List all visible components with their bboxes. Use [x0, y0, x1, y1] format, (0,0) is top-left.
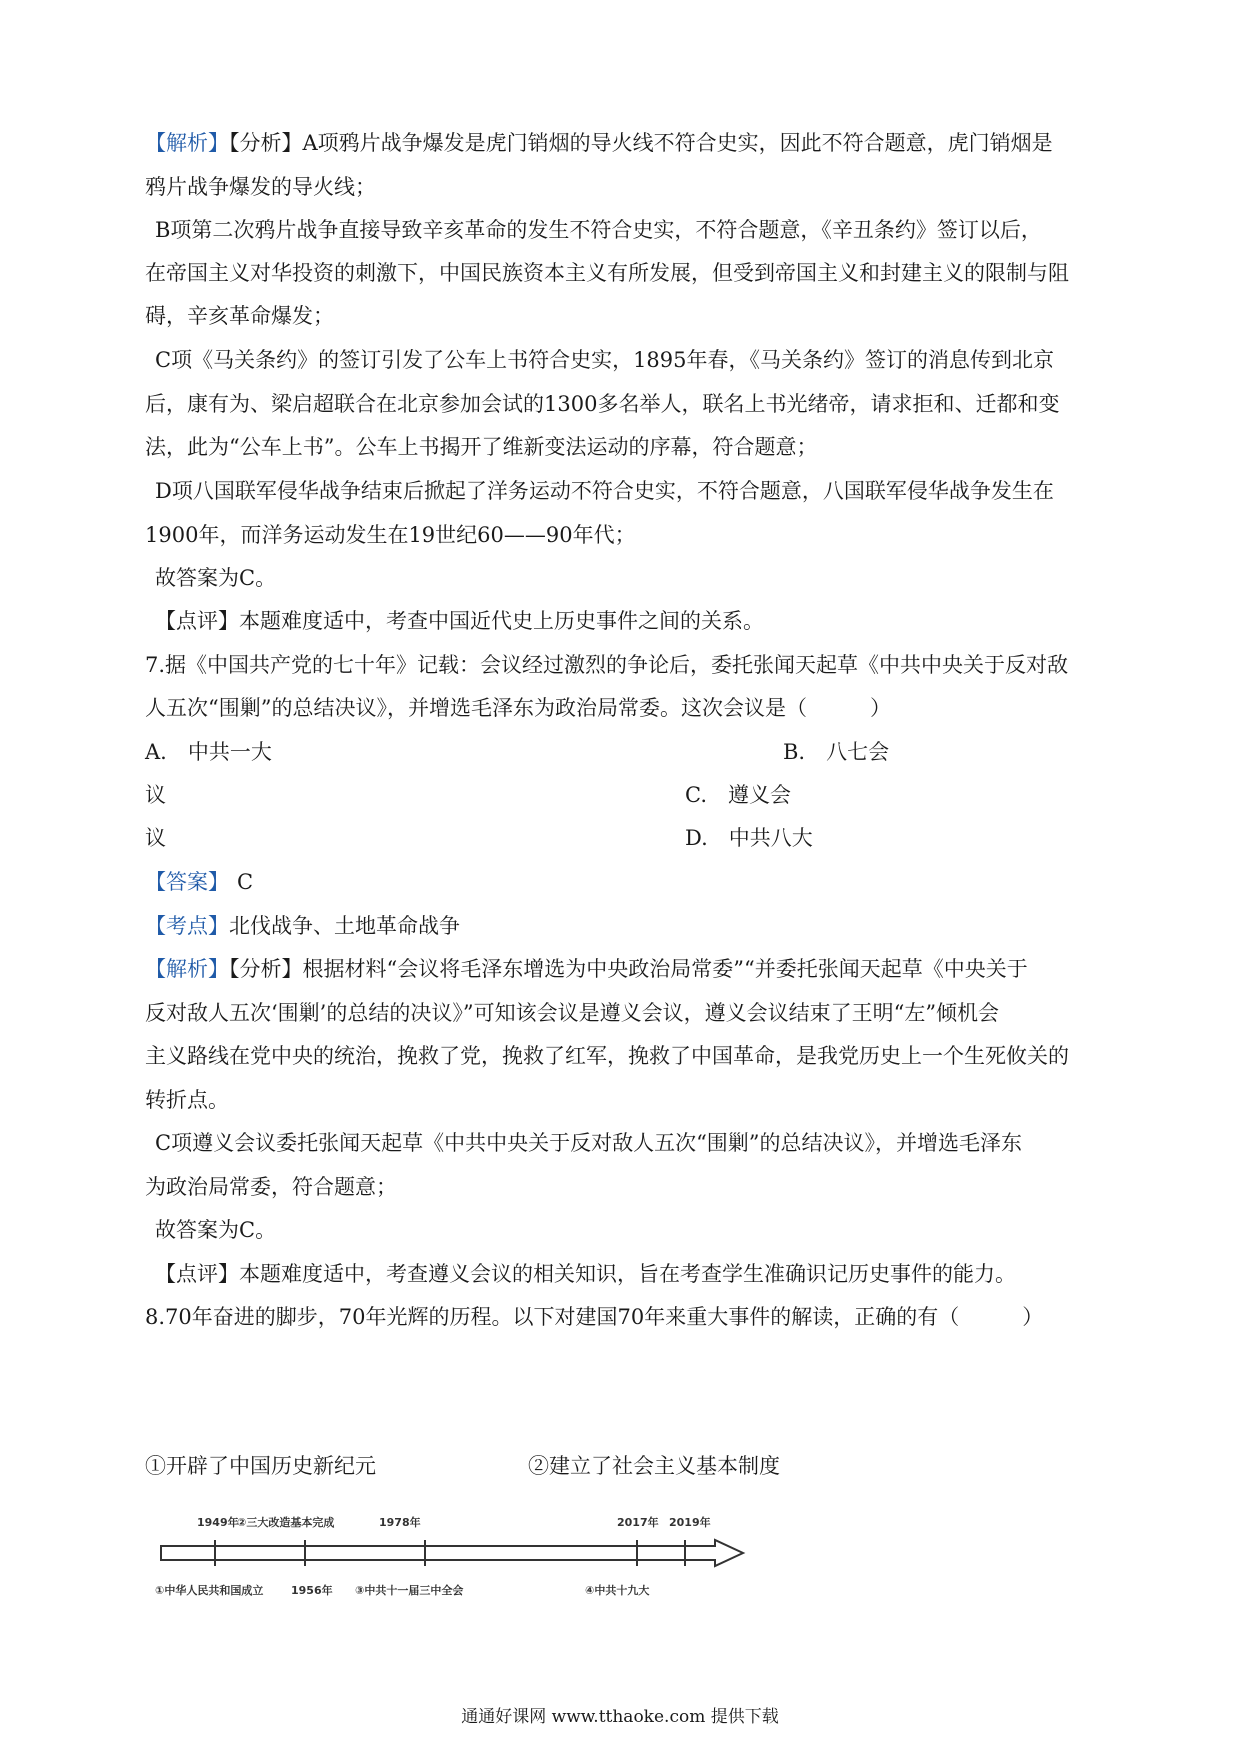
- timeline-label-third-plenum: ③中共十一届三中全会: [355, 1584, 464, 1597]
- q6-option-d-line2: 1900年，而洋务运动发生在19世纪60——90年代；: [145, 523, 636, 547]
- q7-option-b-tail: 议: [145, 783, 166, 807]
- q6-option-c-line1: C项《马关条约》的签订引发了公车上书符合史实，1895年春，《马关条约》签订的消息传到北京: [155, 348, 1055, 372]
- q6-option-c-line2: 后，康有为、梁启超联合在北京参加会试的1300多名举人，联名上书光绪帝，请求拒和、迁都和变: [145, 392, 1060, 416]
- q7-stem-line2: 人五次“围剿”的总结决议》，并增选毛泽东为政治局常委。这次会议是（ ）: [145, 696, 891, 720]
- q6-analysis-line1: [145, 128, 1053, 158]
- timeline-arrow: [161, 1540, 743, 1566]
- timeline-label-19th-congress: ④中共十九大: [585, 1584, 650, 1597]
- timeline-label-2019: 2019年: [669, 1516, 711, 1529]
- q7-analysis-line3: 主义路线在党中央的统治，挽救了党，挽救了红军，挽救了中国革命，是我党历史上一个生死攸关的: [145, 1044, 1069, 1068]
- q7-comment: 【点评】本题难度适中，考查遵义会议的相关知识，旨在考查学生准确识记历史事件的能力。: [155, 1262, 1016, 1286]
- timeline-label-2017: 2017年: [617, 1516, 659, 1529]
- q7-option-b: B. 八七会: [783, 740, 890, 764]
- page-footer: 通通好课网 www.tthaoke.com 提供下载: [461, 1707, 779, 1727]
- q8-stem: 8.70年奋进的脚步，70年光辉的历程。以下对建国70年来重大事件的解读，正确的有（ ）: [145, 1305, 1044, 1329]
- analysis-tag: 【解析】: [145, 957, 229, 981]
- q6-comment: 【点评】本题难度适中，考查中国近代史上历史事件之间的关系。: [155, 609, 764, 633]
- timeline-label-1949: 1949年: [197, 1516, 239, 1529]
- point-text: 北伐战争、土地革命战争: [229, 914, 460, 938]
- answer-tag: 【答案】: [145, 870, 229, 894]
- timeline-label-prc-founded: ①中华人民共和国成立: [155, 1584, 264, 1597]
- q6-option-d-line1: D项八国联军侵华战争结束后掀起了洋务运动不符合史实，不符合题意，八国联军侵华战争发生在: [155, 479, 1054, 503]
- q6-analysis-line2: 鸦片战争爆发的导火线；: [145, 175, 376, 199]
- q6-option-b-line1: B项第二次鸦片战争直接导致辛亥革命的发生不符合史实，不符合题意，《辛丑条约》签订以后，: [155, 218, 1042, 242]
- q7-option-c: C. 遵义会: [685, 783, 791, 807]
- q7-analysis-line2: 反对敌人五次‘围剿’的总结的决议》”可知该会议是遵义会议，遵义会议结束了王明“左”倾机会: [145, 1001, 1000, 1025]
- q7-stem-line1: 7.据《中国共产党的七十年》记载：会议经过激烈的争论后，委托张闻天起草《中共中央关于反对敌: [145, 653, 1069, 677]
- answer-value: C: [237, 870, 254, 894]
- q7-option-c-analysis-line1: C项遵义会议委托张闻天起草《中共中央关于反对敌人五次“围剿”的总结决议》，并增选毛泽东: [155, 1131, 1023, 1155]
- q6-option-b-line3: 碍，辛亥革命爆发；: [145, 304, 334, 328]
- q7-answer: [145, 867, 253, 897]
- q8-item-1: ①开辟了中国历史新纪元: [145, 1454, 376, 1478]
- q6-option-c-line3: 法，此为“公车上书”。公车上书揭开了维新变法运动的序幕，符合题意；: [145, 435, 818, 459]
- q7-point: [145, 911, 460, 941]
- timeline-label-1956: 1956年: [291, 1584, 333, 1597]
- q7-option-d: D. 中共八大: [685, 826, 813, 850]
- timeline-label-three-reforms: ②三大改造基本完成: [237, 1516, 335, 1529]
- q7-analysis-line1: [145, 954, 1028, 984]
- q7-answer-line: 故答案为C。: [155, 1218, 277, 1242]
- analysis-tag: 【解析】: [145, 131, 229, 155]
- q7-option-c-analysis-line2: 为政治局常委，符合题意；: [145, 1175, 397, 1199]
- analysis-text: 【分析】A项鸦片战争爆发是虎门销烟的导火线不符合史实，因此不符合题意，虎门销烟是: [229, 131, 1053, 155]
- q7-option-a: A. 中共一大: [145, 740, 272, 764]
- timeline-figure: [155, 1502, 835, 1632]
- point-tag: 【考点】: [145, 914, 229, 938]
- q7-option-c-tail: 议: [145, 826, 166, 850]
- q6-option-b-line2: 在帝国主义对华投资的刺激下，中国民族资本主义有所发展，但受到帝国主义和封建主义的限制与阻: [145, 261, 1069, 285]
- q8-item-2: ②建立了社会主义基本制度: [528, 1454, 780, 1478]
- q7-analysis-line4: 转折点。: [145, 1088, 229, 1112]
- timeline-label-1978: 1978年: [379, 1516, 421, 1529]
- q6-answer-line: 故答案为C。: [155, 566, 277, 590]
- analysis-text: 【分析】根据材料“会议将毛泽东增选为中央政治局常委”“并委托张闻天起草《中央关于: [229, 957, 1028, 981]
